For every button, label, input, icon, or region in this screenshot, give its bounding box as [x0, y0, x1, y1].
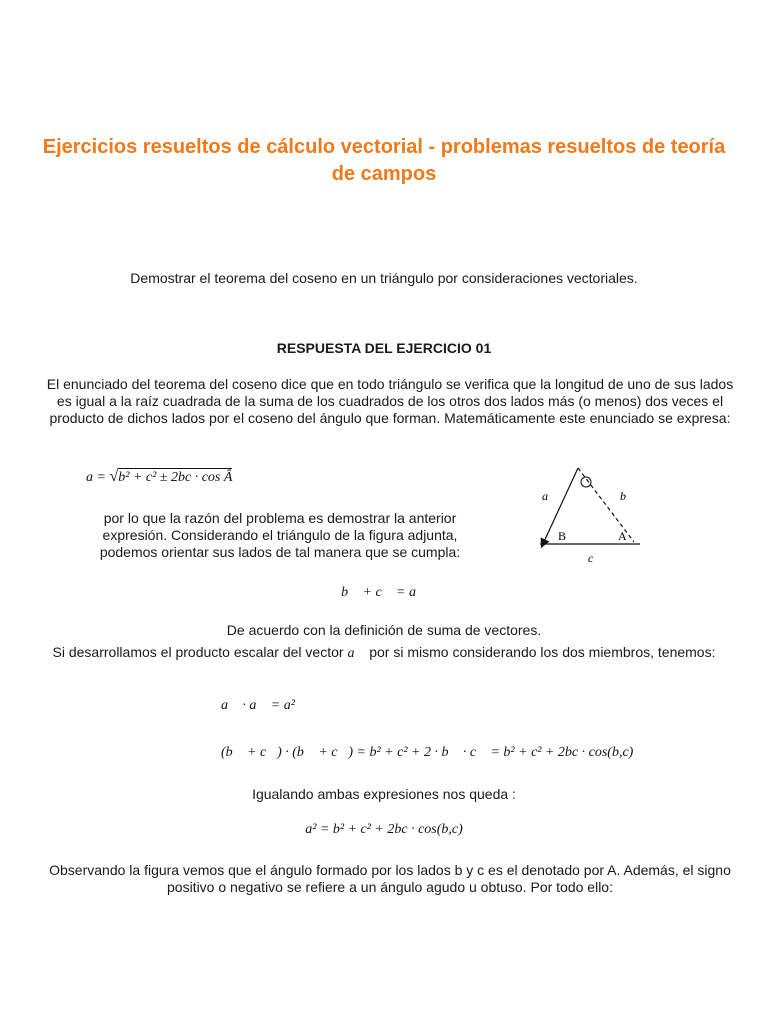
dot-product-paragraph	[40, 644, 728, 662]
dot-product-text-after: por si mismo considerando los dos miembros, tenemos:	[369, 644, 716, 660]
cosine-law-formula	[86, 468, 232, 486]
label-vertex-a: A	[618, 529, 627, 543]
final-paragraph: Observando la figura vemos que el ángulo formado por los lados b y c es el denotado por A. Además, el signo positivo o negativo se refiere a un ángulo agudo u obtuso. Por todo ello:	[49, 862, 731, 895]
equating-note: Igualando ambas expresiones nos queda :	[252, 786, 516, 802]
angle-marker	[581, 477, 591, 487]
a-dot-a-formula: a⃗ · a⃗ = a²	[221, 698, 295, 713]
problem-statement: Demostrar el teorema del coseno en un triángulo por consideraciones vectoriales.	[130, 270, 638, 286]
label-vertex-b: B	[558, 529, 567, 543]
cosine-law-radicand: b² + c² ± 2bc · cos Â	[118, 470, 233, 485]
triangle-figure	[530, 458, 650, 568]
reason-paragraph: por lo que la razón del problema es demostrar la anterior expresión. Considerando el triángulo de la figura adjunta, podemos orientar sus lados de tal manera que se cumpla:	[99, 510, 461, 560]
answer-heading: RESPUESTA DEL EJERCICIO 01	[276, 340, 492, 356]
page-title: Ejercicios resueltos de cálculo vectorial - problemas resueltos de teoría de campos	[42, 136, 726, 185]
label-side-b: b	[620, 489, 626, 503]
dot-product-vector: a⃗	[347, 646, 366, 661]
intro-paragraph: El enunciado del teorema del coseno dice que en todo triángulo se verifica que la longitud de uno de sus lados es igual a la raíz cuadrada de la suma de los cuadrados de los otros dos lados más (o menos) dos veces el producto de dichos lados por el coseno del ángulo que forman. Matemáticamente este enunciado se expresa:	[46, 376, 734, 426]
result-formula: a² = b² + c² + 2bc · cos(b,c)	[305, 822, 463, 837]
radical-sign: √	[109, 468, 119, 485]
cosine-law-lhs: a =	[86, 470, 106, 485]
label-side-c: c	[588, 551, 594, 565]
vector-sum-formula: b⃗ + c⃗ = a⃗	[341, 585, 427, 600]
expansion-formula: (b⃗ + c⃗) · (b⃗ + c⃗) = b² + c² + 2 · b⃗ · c⃗ = b² + c² + 2bc · cos(b,c)	[221, 745, 634, 760]
vector-sum-note: De acuerdo con la definición de suma de vectores.	[226, 622, 542, 638]
label-side-a: a	[542, 489, 548, 503]
dot-product-text-before: Si desarrollamos el producto escalar del vector	[52, 644, 344, 660]
